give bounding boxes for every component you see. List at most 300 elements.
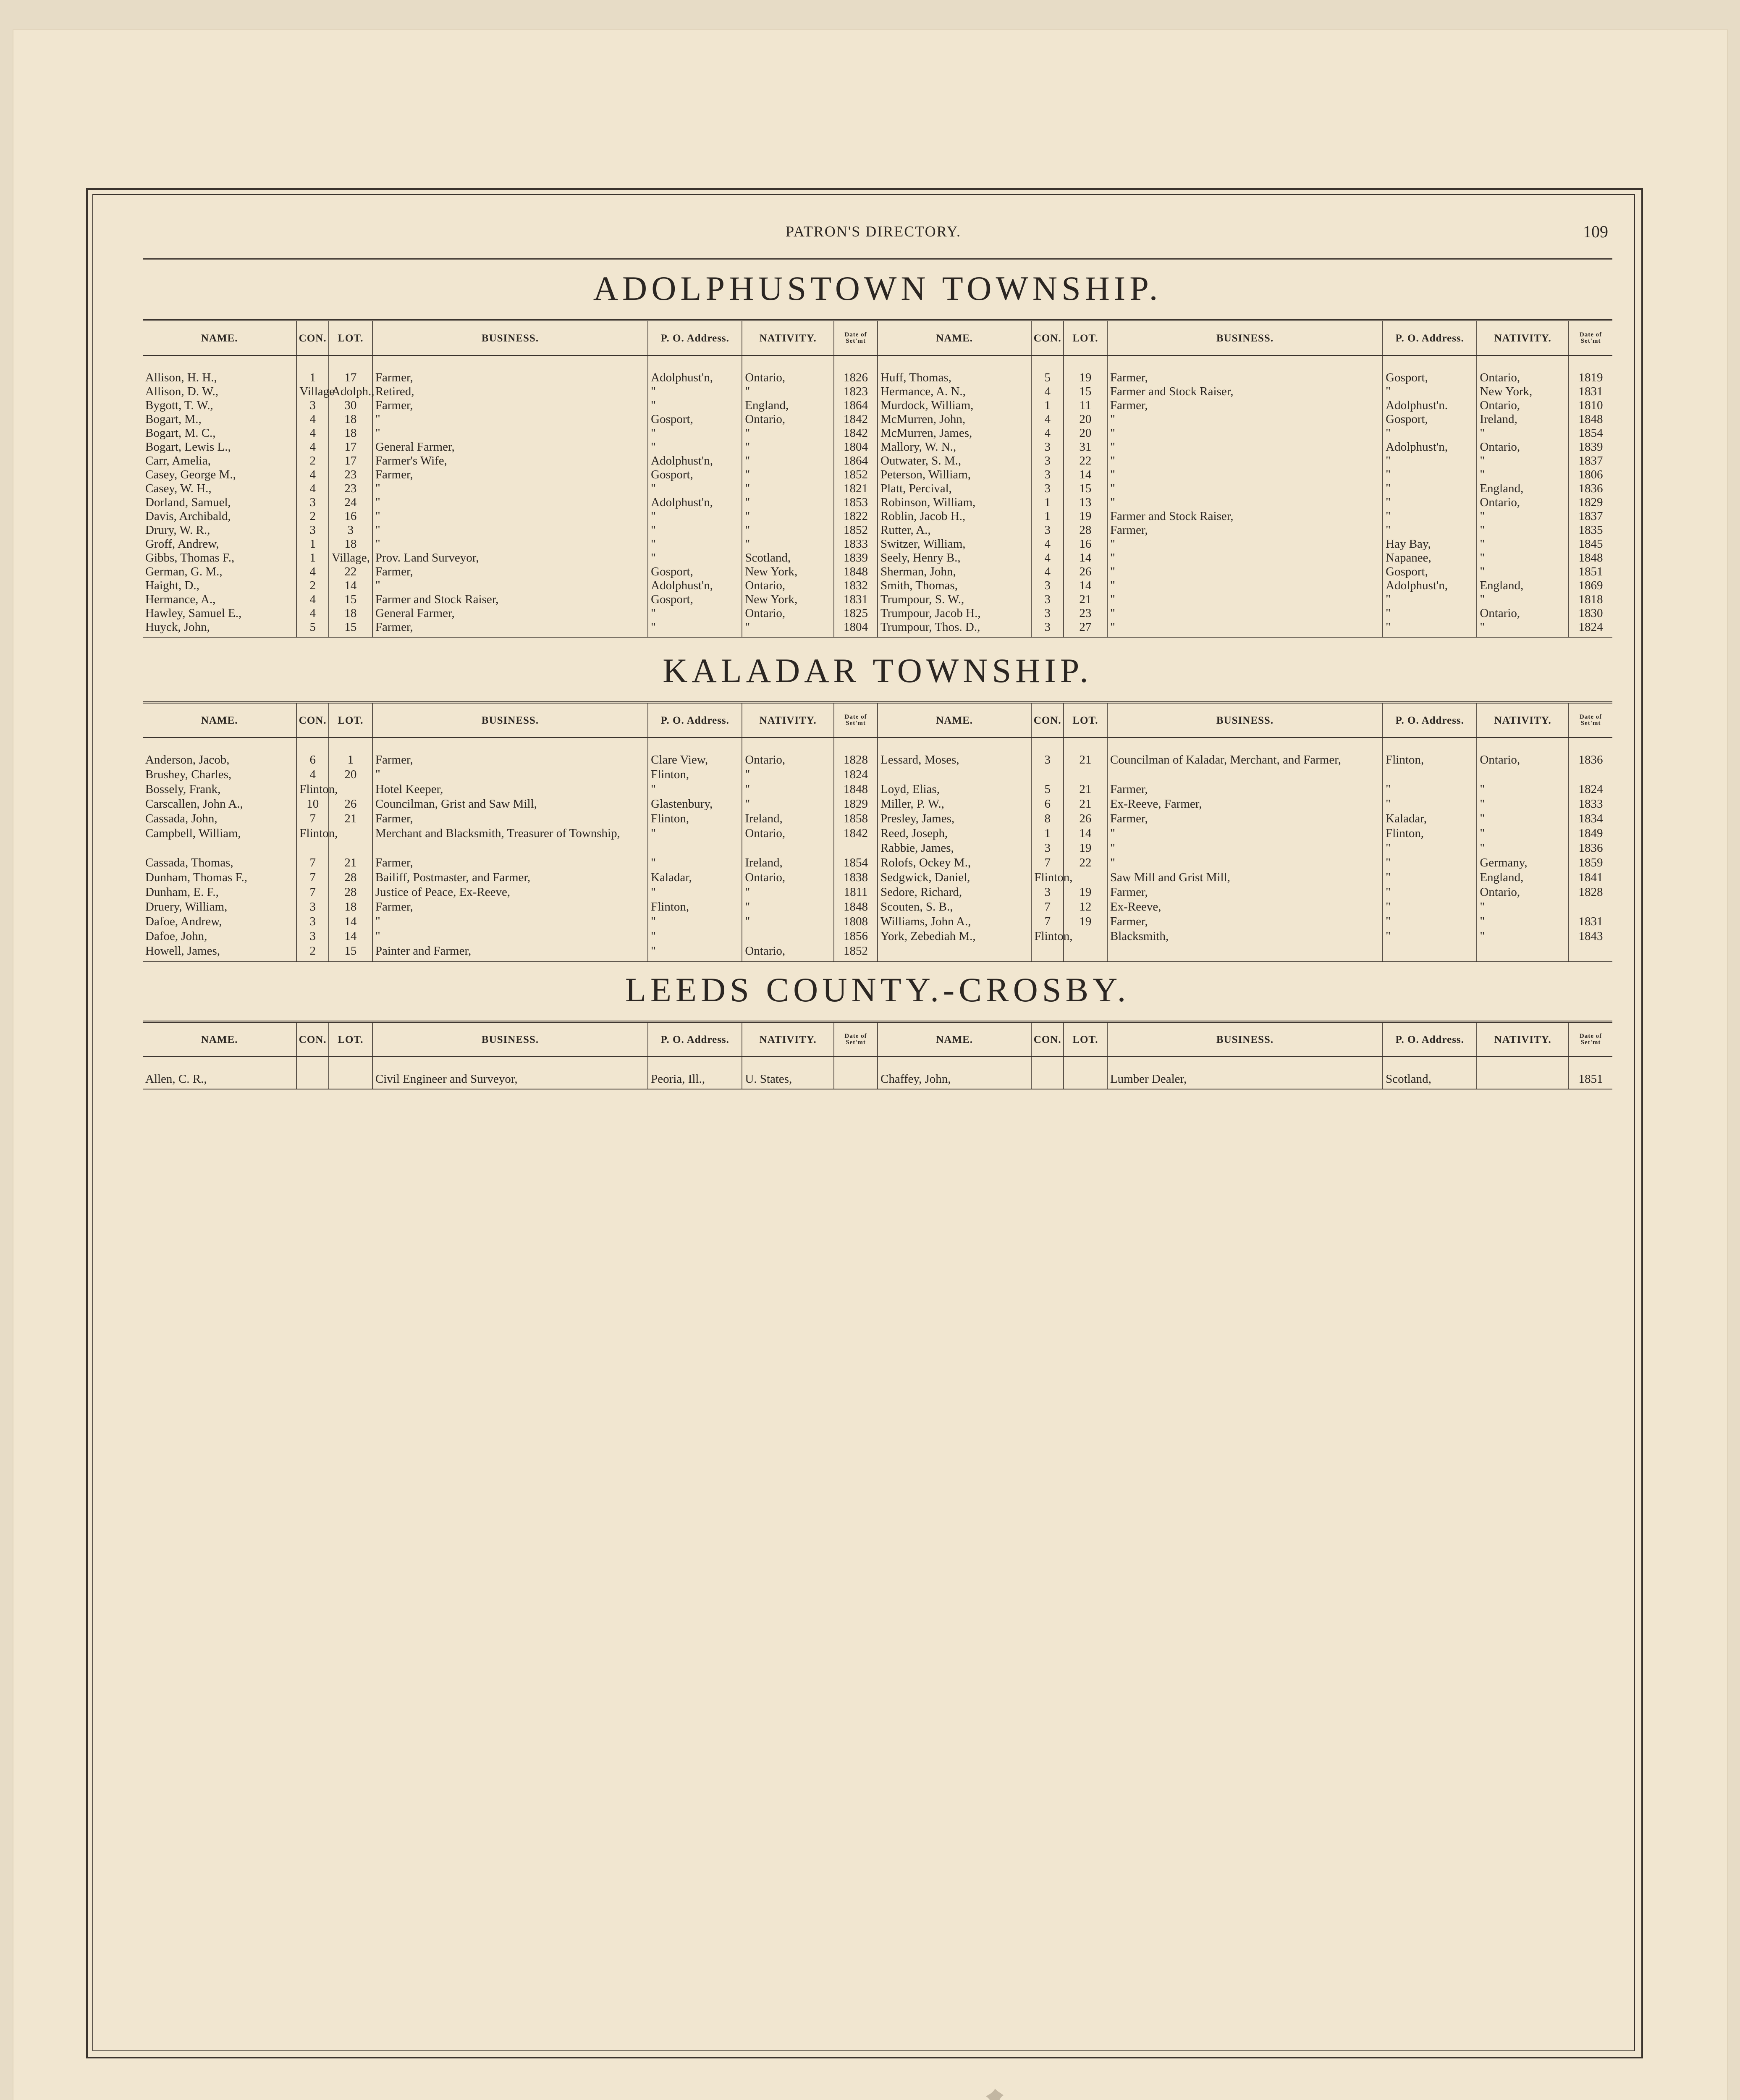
cell-con: 3 [1031,523,1064,537]
cell-business: " [1107,412,1383,426]
cell-po-address: " [648,856,742,871]
cell-lot: 19 [1064,509,1107,523]
cell-nativity: New York, [742,593,834,606]
column-header-con: CON. [1031,1022,1064,1057]
column-header-date: Date of Set'mt [834,320,878,356]
cell-con: 4 [1031,426,1064,440]
table-row [143,812,1612,827]
cell-business: " [1107,565,1383,579]
cell-name: Howell, James, [143,944,296,962]
cell-po-address: Clare View, [648,738,742,768]
cell-business: " [372,537,648,551]
cell-con: 4 [1031,551,1064,565]
table-row [143,768,1612,782]
cell-con: 4 [1031,565,1064,579]
cell-nativity: " [742,468,834,482]
cell-con: 3 [1031,468,1064,482]
table-row [143,782,1612,797]
cell-po-address: " [1383,496,1477,509]
cell-business: Blacksmith, [1107,929,1383,944]
cell-po-address: Gosport, [1383,355,1477,385]
cell-name: Carr, Amelia, [145,454,211,467]
cell-business: " [1107,579,1383,593]
cell-nativity: " [742,496,834,509]
column-header-business: BUSINESS. [372,703,648,738]
cell-po-address: " [1383,929,1477,944]
cell-name: Roblin, Jacob H., [878,509,1031,523]
table-row [143,454,1612,468]
table-row [143,385,1612,399]
cell-date: 1811 [834,885,878,900]
cell-lot: 15 [329,620,372,637]
cell-date [834,841,878,856]
cell-business: Ex-Reeve, Farmer, [1107,797,1383,812]
cell-lot [329,1057,372,1089]
cell-date: 1864 [834,399,878,412]
cell-con: 1 [296,355,329,385]
cell-lot: 26 [329,797,372,812]
cell-lot: 28 [329,885,372,900]
cell-date: 1848 [834,900,878,915]
cell-nativity: " [1477,797,1569,812]
cell-lot: 20 [329,768,372,782]
cell-name: Drury, W. R., [145,523,210,537]
cell-name: Sedgwick, Daniel, [878,871,1031,885]
cell-con: 5 [1031,782,1064,797]
column-header-po-address: P. O. Address. [648,320,742,356]
cell-po-address: " [1383,871,1477,885]
cell-business: Farmer, [372,900,648,915]
table-row [143,399,1612,412]
cell-po-address [648,841,742,856]
table-row [143,579,1612,593]
cell-business: Farmer and Stock Raiser, [1107,385,1383,399]
cell-name: Anderson, Jacob, [145,753,230,766]
cell-lot: 26 [1064,565,1107,579]
cell-business [1107,768,1383,782]
cell-date [834,1057,878,1089]
column-header-con: CON. [1031,320,1064,356]
cell-con: 4 [296,768,329,782]
cell-lot: 23 [329,482,372,496]
cell-date: 1839 [834,551,878,565]
table-row [143,900,1612,915]
cell-lot: 21 [1064,782,1107,797]
cell-date: 1822 [834,509,878,523]
cell-business: " [1107,827,1383,841]
cell-date: 1851 [1569,565,1612,579]
cell-name: Williams, John A., [878,915,1031,929]
column-header-name: NAME. [878,703,1031,738]
cell-name: German, G. M., [145,565,223,578]
cell-business: Farmer, [1107,782,1383,797]
cell-po-address: " [648,827,742,841]
cell-po-address: Adolphust'n, [648,454,742,468]
cell-lot: 11 [1064,399,1107,412]
cell-business: Farmer, [372,565,648,579]
cell-business: " [372,523,648,537]
cell-name: Bygott, T. W., [145,399,213,412]
cell-lot: 19 [1064,915,1107,929]
cell-name: Bogart, M., [145,412,202,426]
cell-con: 10 [296,797,329,812]
cell-business: Farmer and Stock Raiser, [372,593,648,606]
cell-business: Hotel Keeper, [372,782,648,797]
cell-lot: 30 [329,399,372,412]
cell-business: Farmer, [372,812,648,827]
cell-nativity: " [1477,454,1569,468]
table-row [143,885,1612,900]
cell-name: Trumpour, S. W., [878,593,1031,606]
cell-name [878,944,1031,962]
cell-name: Gibbs, Thomas F., [145,551,235,564]
column-header-date: Date of Set'mt [1569,320,1612,356]
running-head [139,218,1608,248]
cell-name: Campbell, William, [145,827,241,840]
cell-con: 2 [296,454,329,468]
table-row [143,944,1612,962]
cell-con: 4 [296,468,329,482]
cell-con: 4 [296,606,329,620]
cell-business: " [1107,551,1383,565]
cell-name: Rutter, A., [878,523,1031,537]
cell-con [296,1057,329,1089]
cell-lot: 16 [329,509,372,523]
table-row [143,738,1612,768]
cell-nativity: " [742,797,834,812]
cell-po-address: Peoria, Ill., [648,1057,742,1089]
cell-nativity: " [1477,426,1569,440]
cell-nativity: " [742,620,834,637]
cell-business: Ex-Reeve, [1107,900,1383,915]
cell-name: Hawley, Samuel E., [145,606,242,620]
cell-con: 3 [1031,454,1064,468]
cell-con: 3 [1031,440,1064,454]
cell-nativity: U. States, [742,1057,834,1089]
column-header-business: BUSINESS. [372,320,648,356]
column-header-name: NAME. [143,320,296,356]
cell-nativity: " [1477,812,1569,827]
cell-business: " [372,496,648,509]
cell-con: Flinton, [296,782,329,797]
cell-lot: 18 [329,537,372,551]
cell-po-address: " [648,523,742,537]
cell-business: Saw Mill and Grist Mill, [1107,871,1383,885]
cell-date: 1837 [1569,509,1612,523]
cell-po-address: " [648,385,742,399]
column-header-business: BUSINESS. [1107,1022,1383,1057]
cell-nativity: " [1477,915,1569,929]
cell-con: 2 [296,579,329,593]
table-row [143,797,1612,812]
cell-name: Scouten, S. B., [878,900,1031,915]
cell-con: 2 [296,509,329,523]
cell-po-address: Flinton, [1383,738,1477,768]
cell-business: Lumber Dealer, [1107,1057,1383,1089]
cell-date: 1842 [834,426,878,440]
cell-name: Rolofs, Ockey M., [878,856,1031,871]
cell-business: " [1107,482,1383,496]
cell-business [372,841,648,856]
cell-po-address: " [1383,900,1477,915]
cell-date: 1858 [834,812,878,827]
cell-po-address: Adolphust'n, [648,355,742,385]
cell-po-address: Gosport, [648,468,742,482]
cell-date: 1828 [1569,885,1612,900]
cell-nativity: New York, [742,565,834,579]
cell-po-address: " [1383,454,1477,468]
cell-name: Groff, Andrew, [145,537,219,551]
cell-lot: 18 [329,426,372,440]
column-header-date: Date of Set'mt [834,703,878,738]
table-row [143,412,1612,426]
column-header-date: Date of Set'mt [1569,1022,1612,1057]
cell-nativity: " [1477,929,1569,944]
cell-business: Farmer, [372,856,648,871]
cell-po-address: Gosport, [648,565,742,579]
table-row [143,620,1612,637]
cell-po-address: " [1383,509,1477,523]
cell-con: 3 [296,929,329,944]
cell-con: 4 [1031,412,1064,426]
cell-business: General Farmer, [372,440,648,454]
cell-name: Dorland, Samuel, [145,496,231,509]
cell-name: Mallory, W. N., [878,440,1031,454]
column-header-name: NAME. [143,1022,296,1057]
cell-date: 1864 [834,454,878,468]
cell-nativity: " [1477,468,1569,482]
cell-po-address: Flinton, [648,900,742,915]
column-header-nativity: NATIVITY. [742,1022,834,1057]
cell-date: 1856 [834,929,878,944]
cell-lot: 24 [329,496,372,509]
cell-con: 3 [1031,841,1064,856]
cell-con [296,841,329,856]
cell-nativity: Ontario, [1477,496,1569,509]
cell-po-address: Flinton, [648,812,742,827]
column-header-con: CON. [296,1022,329,1057]
cell-lot: 15 [1064,482,1107,496]
cell-name [878,768,1031,782]
cell-lot: 14 [1064,827,1107,841]
table-header-row [143,320,1612,356]
cell-con: 5 [296,620,329,637]
cell-lot: 27 [1064,620,1107,637]
cell-business: " [1107,841,1383,856]
cell-date: 1842 [834,827,878,841]
cell-lot: 21 [1064,738,1107,768]
cell-business: Farmer and Stock Raiser, [1107,509,1383,523]
cell-date: 1843 [1569,929,1612,944]
cell-date: 1853 [834,496,878,509]
cell-con: 1 [296,551,329,565]
table-header-row [143,1022,1612,1057]
column-header-po-address: P. O. Address. [1383,703,1477,738]
cell-lot: 15 [329,593,372,606]
cell-po-address: " [648,929,742,944]
cell-lot: Village, [329,551,372,565]
cell-business: " [1107,620,1383,637]
column-header-po-address: P. O. Address. [1383,1022,1477,1057]
column-header-con: CON. [1031,703,1064,738]
column-header-con: CON. [296,703,329,738]
cell-name: Loyd, Elias, [878,782,1031,797]
cell-name: Peterson, William, [878,468,1031,482]
cell-lot [1064,944,1107,962]
cell-name: Cassada, John, [145,812,218,825]
cell-po-address: " [1383,385,1477,399]
section-title: ADOLPHUSTOWN TOWNSHIP. [593,269,1162,307]
cell-po-address: Flinton, [1383,827,1477,841]
cell-lot: 19 [1064,885,1107,900]
cell-date: 1826 [834,355,878,385]
cell-po-address: " [648,620,742,637]
cell-po-address: " [1383,523,1477,537]
cell-name: York, Zebediah M., [878,929,1031,944]
cell-name: Bogart, Lewis L., [145,440,231,454]
cell-business: Councilman of Kaladar, Merchant, and Farmer, [1107,738,1383,768]
cell-business: " [372,509,648,523]
cell-con: 4 [296,412,329,426]
cell-lot: Adolph., [329,385,372,399]
cell-business: Councilman, Grist and Saw Mill, [372,797,648,812]
cell-date: 1854 [1569,426,1612,440]
cell-lot: 13 [1064,496,1107,509]
cell-con: 6 [1031,797,1064,812]
section-title: KALADAR TOWNSHIP. [663,651,1093,690]
cell-po-address: " [1383,915,1477,929]
cell-nativity: " [742,385,834,399]
cell-nativity: " [742,900,834,915]
cell-name: Outwater, S. M., [878,454,1031,468]
cell-name: Seely, Henry B., [878,551,1031,565]
cell-name: Hermance, A. N., [878,385,1031,399]
cell-nativity [742,929,834,944]
cell-nativity [1477,944,1569,962]
cell-name: Bogart, M. C., [145,426,216,440]
cell-nativity: Ontario, [742,871,834,885]
cell-lot: 14 [1064,468,1107,482]
column-header-lot: LOT. [1064,703,1107,738]
cell-name: Cassada, Thomas, [145,856,233,869]
column-header-lot: LOT. [329,320,372,356]
cell-con: 4 [296,593,329,606]
table-row [143,355,1612,385]
cell-nativity: " [742,482,834,496]
cell-name: Chaffey, John, [878,1057,1031,1089]
cell-po-address: " [648,509,742,523]
cell-business: " [372,929,648,944]
cell-business: General Farmer, [372,606,648,620]
cell-con: 1 [1031,496,1064,509]
cell-nativity: England, [742,399,834,412]
cell-business: " [372,482,648,496]
cell-nativity: " [1477,900,1569,915]
cell-date: 1833 [1569,797,1612,812]
cell-name: Dunham, Thomas F., [145,871,247,884]
table-row [143,523,1612,537]
cell-name: Huyck, John, [143,620,296,637]
cell-name: Bossely, Frank, [145,782,221,796]
cell-nativity: England, [1477,482,1569,496]
cell-lot: 17 [329,440,372,454]
cell-date: 1851 [1569,1057,1612,1089]
cell-po-address: " [648,551,742,565]
cell-lot: 31 [1064,440,1107,454]
cell-name: Platt, Percival, [878,482,1031,496]
table-row [143,929,1612,944]
cell-nativity: " [742,440,834,454]
cell-date: 1848 [834,565,878,579]
cell-business [1107,944,1383,962]
cell-con: 7 [296,812,329,827]
cell-nativity: Ontario, [742,944,834,962]
cell-date: 1836 [1569,738,1612,768]
cell-date: 1831 [834,593,878,606]
cell-lot: 14 [1064,579,1107,593]
cell-business: " [372,768,648,782]
cell-nativity: Ontario, [742,827,834,841]
cell-name: McMurren, John, [878,412,1031,426]
column-header-lot: LOT. [1064,1022,1107,1057]
cell-po-address: " [1383,482,1477,496]
cell-lot: 14 [1064,551,1107,565]
cell-con: 7 [1031,915,1064,929]
cell-date [1569,900,1612,915]
cell-business: Farmer, [372,399,648,412]
cell-business: Farmer, [1107,812,1383,827]
cell-date: 1854 [834,856,878,871]
cell-po-address: " [648,944,742,962]
cell-nativity: Scotland, [742,551,834,565]
cell-po-address: " [1383,620,1477,637]
cell-date: 1832 [834,579,878,593]
cell-date: 1824 [1569,782,1612,797]
cell-name: Presley, James, [878,812,1031,827]
cell-nativity: Ontario, [1477,440,1569,454]
cell-nativity: " [1477,841,1569,856]
cell-nativity: " [1477,782,1569,797]
page-number: 109 [1583,222,1608,241]
cell-business: " [1107,856,1383,871]
cell-date: 1852 [834,468,878,482]
cell-po-address: Napanee, [1383,551,1477,565]
column-header-name: NAME. [143,703,296,738]
cell-con: 6 [296,738,329,768]
cell-business: Farmer, [372,355,648,385]
cell-con: 3 [296,900,329,915]
cell-name: Allison, H. H., [145,371,217,384]
cell-con: 1 [1031,827,1064,841]
cell-date: 1828 [834,738,878,768]
cell-date: 1838 [834,871,878,885]
cell-business: Civil Engineer and Surveyor, [372,1057,648,1089]
cell-con: 4 [1031,385,1064,399]
cell-con: 7 [1031,856,1064,871]
table-row [143,841,1612,856]
cell-po-address: " [1383,468,1477,482]
table-row [143,482,1612,496]
cell-con: 4 [296,440,329,454]
column-header-lot: LOT. [329,703,372,738]
cell-date: 1821 [834,482,878,496]
cell-po-address: " [648,606,742,620]
cell-po-address [1383,768,1477,782]
cell-name: Carscallen, John A., [145,797,243,811]
cell-lot: 22 [1064,454,1107,468]
cell-name: Rabbie, James, [878,841,1031,856]
cell-lot: 12 [1064,900,1107,915]
